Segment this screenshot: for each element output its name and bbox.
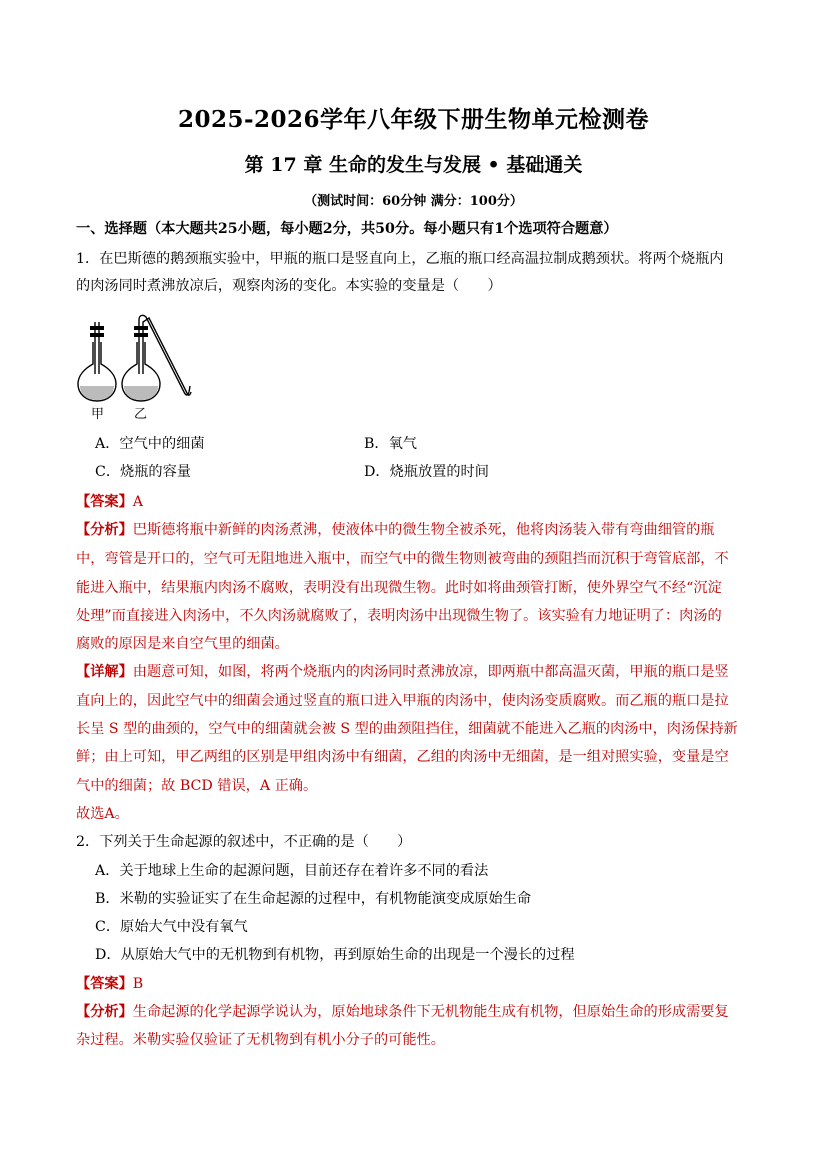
answer-value: B	[132, 976, 144, 992]
q1-detail-line-4: 鲜；由上可知，甲乙两组的区别是甲组肉汤中有细菌，乙组的肉汤中无细菌，是一组对照实验，变量是空	[76, 749, 729, 765]
q1-analysis-line-5: 腐败的原因是来自空气里的细菌。	[76, 636, 289, 652]
q1-option-b: B．氧气	[364, 436, 417, 452]
answer-tag: 【答案】	[76, 976, 133, 992]
flask-label-yi: 乙	[134, 407, 148, 422]
q2-stem: 2．下列关于生命起源的叙述中，不正确的是（ ）	[76, 834, 412, 850]
q2-option-d: D．从原始大气中的无机物到有机物，再到原始生命的出现是一个漫长的过程	[95, 947, 575, 963]
detail-text: 由题意可知，如图，将两个烧瓶内的肉汤同时煮沸放凉，即两瓶中都高温灭菌，甲瓶的瓶口是竖	[132, 664, 729, 680]
q1-conclusion: 故选A。	[76, 806, 129, 822]
q1-stem-line-1: 1．在巴斯德的鹅颈瓶实验中，甲瓶的瓶口是竖直向上，乙瓶的瓶口经高温拉制成鹅颈状。将两个烧瓶内	[76, 251, 724, 267]
analysis-tag: 【分析】	[76, 1004, 133, 1020]
flask-diagram	[76, 312, 206, 424]
q1-analysis-line-3: 能进入瓶中，结果瓶内肉汤不腐败，表明没有出现微生物。此时如将曲颈管打断，使外界空气不经“沉淀	[76, 580, 722, 596]
analysis-text: 巴斯德将瓶中新鲜的肉汤煮沸，使液体中的微生物全被杀死，他将肉汤装入带有弯曲细管的瓶	[132, 522, 715, 538]
q1-option-c: C．烧瓶的容量	[95, 464, 191, 480]
analysis-tag: 【分析】	[76, 522, 133, 538]
q2-option-c: C．原始大气中没有氧气	[95, 919, 248, 935]
q1-detail-line-2: 直向上的，因此空气中的细菌会通过竖直的瓶口进入甲瓶的肉汤中，使肉汤变质腐败。而乙瓶的瓶口是拉	[76, 693, 729, 709]
q1-option-d: D．烧瓶放置的时间	[364, 464, 489, 480]
q2-option-b: B．米勒的实验证实了在生命起源的过程中，有机物能演变成原始生命	[95, 891, 532, 907]
q2-answer	[76, 974, 143, 994]
q1-detail-line-1	[76, 662, 729, 682]
test-info: （测试时间：60分钟 满分：100分）	[304, 194, 523, 209]
analysis-text: 生命起源的化学起源学说认为，原始地球条件下无机物能生成有机物，但原始生命的形成需要复	[132, 1004, 729, 1020]
q1-analysis-line-1	[76, 520, 714, 540]
q2-analysis-line-1	[76, 1002, 729, 1022]
q1-detail-line-3: 长呈 S 型的曲颈的，空气中的细菌就会被 S 型的曲颈阻挡住，细菌就不能进入乙瓶的肉汤中，肉汤保持新	[76, 721, 738, 737]
q2-analysis-line-2: 杂过程。米勒实验仅验证了无机物到有机小分子的可能性。	[76, 1032, 445, 1048]
flask-label-jia: 甲	[91, 407, 105, 422]
answer-value: A	[132, 494, 144, 510]
q1-analysis-line-4: 处理”而直接进入肉汤中，不久肉汤就腐败了，表明肉汤中出现微生物了。该实验有力地证明了：肉汤的	[76, 608, 722, 624]
page-title: 2025-2026学年八年级下册生物单元检测卷	[177, 106, 650, 133]
q1-answer	[76, 492, 143, 512]
q1-detail-line-5: 气中的细菌；故 BCD 错误，A 正确。	[76, 778, 318, 794]
gooseneck-flask-figure	[76, 312, 206, 424]
q1-stem-line-2: 的肉汤同时煮沸放凉后，观察肉汤的变化。本实验的变量是（ ）	[76, 278, 502, 294]
chapter-subtitle: 第 17 章 生命的发生与发展 • 基础通关	[244, 154, 583, 176]
answer-tag: 【答案】	[76, 494, 133, 510]
q1-analysis-line-2: 中，弯管是开口的，空气可无阻地进入瓶中，而空气中的微生物则被弯曲的颈阻挡而沉积于弯管底部，不	[76, 551, 729, 567]
q1-option-a: A．空气中的细菌	[95, 436, 205, 452]
q2-option-a: A．关于地球上生命的起源问题，目前还存在着许多不同的看法	[95, 863, 489, 879]
section-heading: 一、选择题（本大题共25小题，每小题2分，共50分。每小题只有1个选项符合题意）	[76, 221, 618, 237]
detail-tag: 【详解】	[76, 664, 133, 680]
